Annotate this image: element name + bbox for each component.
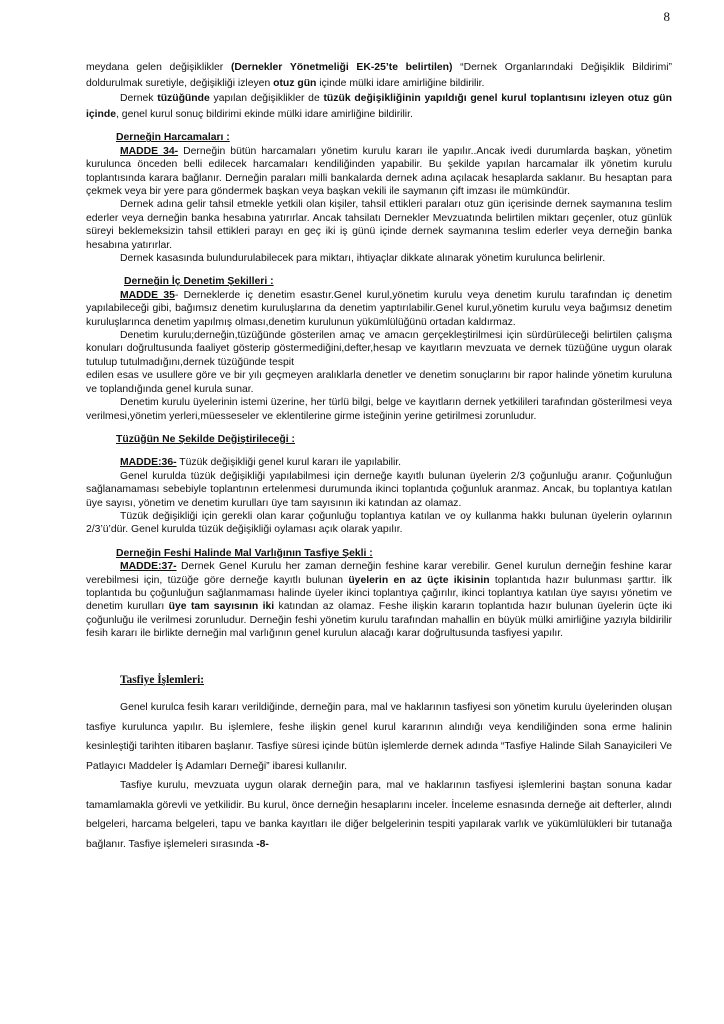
paragraph: Denetim kurulu üyelerinin istemi üzerine, her türlü bilgi, belge ve kayıtların dernek yetkilileri tarafından gösterilmesi veya verilmesi,yönetim yerleri,müesseseler ve eklentilerine girme isteğinin yerine getirilmesi zorunludur. <box>86 397 672 422</box>
article-label: MADDE:37- <box>120 561 177 573</box>
section-heading: Tasfiye İşlemleri: <box>120 673 205 686</box>
page-number: 8 <box>663 9 670 24</box>
paragraph: edilen esas ve usullere göre ve bir yılı geçmeyen aralıklarla denetler ve denetim sonuçlarını bir rapor halinde yönetim kuruluna ve toplandığında genel kurula sunar. <box>86 370 672 395</box>
paragraph: Dernek kasasında bulundurulabilecek para miktarı, ihtiyaçlar dikkate alınarak yönetim kurulunca belirlenir. <box>120 253 606 265</box>
section-heading: Derneğin Feshi Halinde Mal Varlığının Tasfiye Şekli : <box>116 547 373 559</box>
section-heading: Derneğin İç Denetim Şekilleri : <box>124 276 274 288</box>
document-body <box>86 60 672 854</box>
paragraph: MADDE:37- Dernek Genel Kurulu her zaman derneğin feshine karar verebilir. Genel kurulun derneğin feshine karar verebilmesi için, tüzüğe göre derneğe kayıtlı bulunan üyelerin en az üçte ikisinin toplantıda hazır bulunması şarttır. İlk toplantıda bu çoğunluğun sağlanmaması halinde üyeler ikinci toplantıya çağırılır, ikinci toplantıya katılan üye sayısı yönetim ve denetim kurulları üye tam sayısının iki katından az olamaz. Feshe ilişkin kararın toplantıda hazır bulunan üyelerin üçte iki çoğunluğu ile verilmesi zorunludur. Derneğin feshi yönetim kurulu tarafından mahallin en büyük mülki amirliğine yazıyla bildirilir fesih kararı ile birlikte derneğin mal varlığının genel kurulun alacağı karar doğrultusunda tasfiyesi yapılır. <box>86 561 673 640</box>
paragraph: Genel kurulca fesih kararı verildiğinde, derneğin para, mal ve haklarının tasfiyesi son yönetim kurulu üyelerinden oluşan tasfiye kurulunca yapılır. Bu işlemlere, feshe ilişkin genel kurul kararının alındığı veya kendiliğinden sona erme halinin kesinleştiği tarihten itibaren başlanır. Tasfiye süresi içinde bütün işlemlerde dernek adında “Tasfiye Halinde Silah Sanayicileri Ve Patlayıcı Maddeler İş Adamları Derneği” ibaresi kullanılır. <box>86 702 672 772</box>
section-tuzuk-degisikligi <box>86 433 672 537</box>
article-label: MADDE:36- <box>120 457 177 469</box>
paragraph: Dernek tüzüğünde yapılan değişiklikler de tüzük değişikliğinin yapıldığı genel kurul toplantısını izleyen otuz gün içinde, genel kurul sonuç bildirimi ekinde mülki idare amirliğine bildirilir. <box>86 93 672 120</box>
article-label: MADDE 35 <box>120 289 175 301</box>
section-heading: Derneğin Harcamaları : <box>116 132 230 144</box>
section-harcamalar <box>86 131 672 265</box>
page-marker: -8- <box>256 838 269 850</box>
section-tasfiye <box>86 671 672 855</box>
paragraph: Genel kurulda tüzük değişikliği yapılabilmesi için derneğe kayıtlı bulunan üyelerin 2/3 çoğunluğu aranır. Çoğunluğun sağlanamaması sebebiyle toplantının ertelenmesi durumunda ikinci toplantıda çoğunluk aranmaz. Ancak, bu toplantıya katılan üye sayısı, yönetim ve denetim kurulları üye tam sayısının iki katından az olamaz. <box>86 470 672 509</box>
paragraph: Denetim kurulu;derneğin,tüzüğünde gösterilen amaç ve amacın gerçekleştirilmesi için sürdürüleceği belirtilen çalışma konuları doğrultusunda faaliyet gösterip göstermediğini,defter,hesap ve kayıtların mevzuata ve dernek tüzüğüne uygun olarak tutulup tutulmadığını,dernek tüzüğünde tespit <box>86 330 672 368</box>
paragraph: Dernek adına gelir tahsil etmekle yetkili olan kişiler, tahsil ettikleri paraları otuz gün içerisinde dernek saymanına teslim ederler veya derneğin banka hesabına yatırırlar. Ancak tahsilatı Dernekler Mevzuatında belirtilen miktarı geçenler, otuz günlük süreyi beklemeksizin tahsil ettikleri parayı en geç iki iş günü içinde dernek saymanına teslim ederler veya derneğin banka hesabına yatırırlar. <box>86 199 672 251</box>
intro-section <box>86 60 672 122</box>
paragraph: Tasfiye kurulu, mevzuata uygun olarak derneğin para, mal ve haklarının tasfiyesi işlemlerini baştan sonuna kadar tamamlamakla görevli ve yetkilidir. Bu kurul, önce derneğin hesaplarını inceler. İnceleme esnasında derneğe ait defterler, alındı belgeleri, harcama belgeleri, tapu ve banka kayıtları ile diğer belgelerinin tespiti yapılarak varlık ve yükümlülükleri bir tutanağa bağlanır. Tasfiye işlemeleri sırasında -8- <box>86 780 672 850</box>
paragraph: MADDE 35- Derneklerde iç denetim esastır.Genel kurul,yönetim kurulu veya denetim kurulu tarafından iç denetim yapılabileceği gibi, bağımsız denetim kuruluşlarına da denetim yaptırılabilir.Genel kurul,yönetim kurulu veya bağımsız denetim kuruluşlarınca denetim yapılmış olması,denetim kurulunun yükümlülüğünü ortadan kaldırmaz. <box>86 289 672 328</box>
paragraph: MADDE:36- Tüzük değişikliği genel kurul kararı ile yapılabilir. <box>120 457 402 469</box>
article-label: MADDE 34- <box>120 145 179 157</box>
section-fesih <box>86 547 672 641</box>
paragraph: meydana gelen değişiklikler (Dernekler Yönetmeliği EK-25’te belirtilen) “Dernek Organlarındaki Değişiklik Bildirimi” doldurulmak suretiyle, değişikliği izleyen otuz gün içinde mülki idare amirliğine bildirilir. <box>86 62 672 89</box>
section-ic-denetim <box>86 275 672 422</box>
section-heading: Tüzüğün Ne Şekilde Değiştirileceği : <box>116 433 295 445</box>
paragraph: Tüzük değişikliği için gerekli olan karar çoğunluğu toplantıya katılan ve oy kullanma hakkı bulunan üyelerin oylarının 2/3’ü’dür. Genel kurulda tüzük değişikliği oylaması açık olarak yapılır. <box>86 510 672 536</box>
paragraph: MADDE 34- Derneğin bütün harcamaları yönetim kurulu kararı ile yapılır..Ancak ivedi durumlarda başkan, yönetim kurulunca önceden belli edilecek harcamaları kendiliğinden yapabilir. Bu şekilde yapılan harcamalar ilk yönetim kurulu toplantısında karara bağlanır. Derneğin paraları milli bankalarda dernek adına açılacak hesaplarda saklanır. Bu hesaptan para çekmek veya bir yere para göndermek başkan veya başkan vekili ile saymanın çift imzası ile mümkündür. <box>86 145 672 197</box>
